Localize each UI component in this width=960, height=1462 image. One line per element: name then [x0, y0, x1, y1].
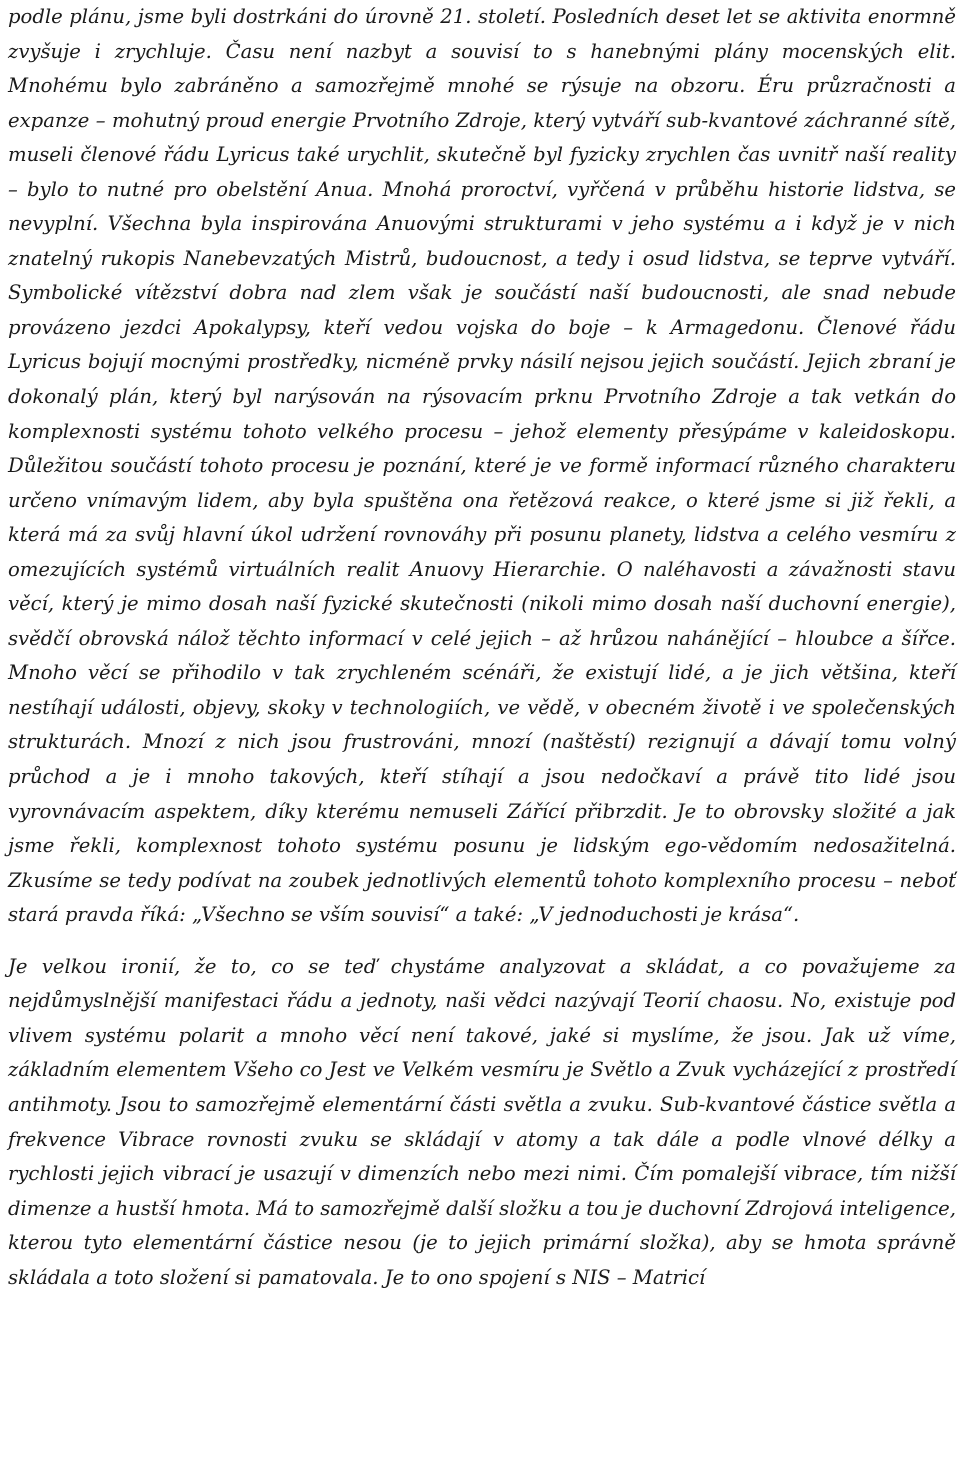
paragraph-1: podle plánu, jsme byli dostrkáni do úrovně 21. století. Posledních deset let se aktivita enormně zvyšuje i zrychluje. Času není nazbyt a souvisí to s hanebnými plány mocenských elit. Mnohému bylo zabráněno a samozřejmě mnohé se rýsuje na obzoru. Éru průzračnosti a expanze – mohutný proud energie Prvotního Zdroje, který vytváří sub-kvantové záchranné sítě, museli členové řádu Lyricus také urychlit, skutečně byl fyzicky zrychlen čas uvnitř naší reality – bylo to nutné pro obelstění Anua. Mnohá proroctví, vyřčená v průběhu historie lidstva, se nevyplní. Všechna byla inspirována Anuovými strukturami v jeho systému a i když je v nich znatelný rukopis Nanebevzatých Mistrů, budoucnost, a tedy i osud lidstva, se teprve vytváří. Symbolické vítězství dobra nad zlem však je součástí naší budoucnosti, ale snad nebude provázeno jezdci Apokalypsy, kteří vedou vojska do boje – k Armagedonu. Členové řádu Lyricus bojují mocnými prostředky, nicméně prvky násilí nejsou jejich součástí. Jejich zbraní je dokonalý plán, který byl narýsován na rýsovacím prknu Prvotního Zdroje a tak vetkán do komplexnosti systému tohoto velkého procesu – jehož elementy přesýpáme v kaleidoskopu. Důležitou součástí tohoto procesu je poznání, které je ve formě informací různého charakteru určeno vnímavým lidem, aby byla spuštěna ona řetězová reakce, o které jsme si již řekli, a která má za svůj hlavní úkol udržení rovnováhy při posunu planety, lidstva a celého vesmíru z omezujících systémů virtuálních realit Anuovy Hierarchie. O naléhavosti a závažnosti stavu věcí, který je mimo dosah naší fyzické skutečnosti (nikoli mimo dosah naší duchovní energie), svědčí obrovská nálož těchto informací v celé jejich – až hrůzou nahánějící – hloubce a šířce. Mnoho věcí se přihodilo v tak zrychleném scénáři, že existují lidé, a je jich většina, kteří nestíhají události, objevy, skoky v technologiích, ve vědě, v obecném životě i ve společenských strukturách. Mnozí z nich jsou frustrováni, mnozí (naštěstí) rezignují a dávají tomu volný průchod a je i mnoho takových, kteří stíhají a jsou nedočkaví a právě tito lidé jsou vyrovnávacím aspektem, díky kterému nemuseli Zářící přibrzdit. Je to obrovsky složité a jak jsme řekli, komplexnost tohoto systému posunu je lidským ego-vědomím nedosažitelná. Zkusíme se tedy podívat na zoubek jednotlivých elementů tohoto komplexního procesu – neboť stará pravda říká: „Všechno se vším souvisí“ a také: „V jednoduchosti je krása“.: [8, 5, 956, 927]
document-page: [8, 0, 956, 1295]
paragraph-2: Je velkou ironií, že to, co se teď chystáme analyzovat a skládat, a co považujeme za nejdůmyslnější manifestaci řádu a jednoty, naši vědci nazývají Teorií chaosu. No, existuje pod vlivem systému polarit a mnoho věcí není takové, jaké si myslíme, že jsou. Jak už víme, základním elementem Všeho co Jest ve Velkém vesmíru je Světlo a Zvuk vycházející z prostředí antihmoty. Jsou to samozřejmě elementární části světla a zvuku. Sub-kvantové částice světla a frekvence Vibrace rovnosti zvuku se skládají v atomy a tak dále a podle vlnové délky a rychlosti jejich vibrací je usazují v dimenzích nebo mezi nimi. Čím pomalejší vibrace, tím nižší dimenze a hustší hmota. Má to samozřejmě další složku a tou je duchovní Zdrojová inteligence, kterou tyto elementární částice nesou (je to jejich primární složka), aby se hmota správně skládala a toto složení si pamatovala. Je to ono spojení s NIS – Matricí: [8, 954, 957, 1289]
